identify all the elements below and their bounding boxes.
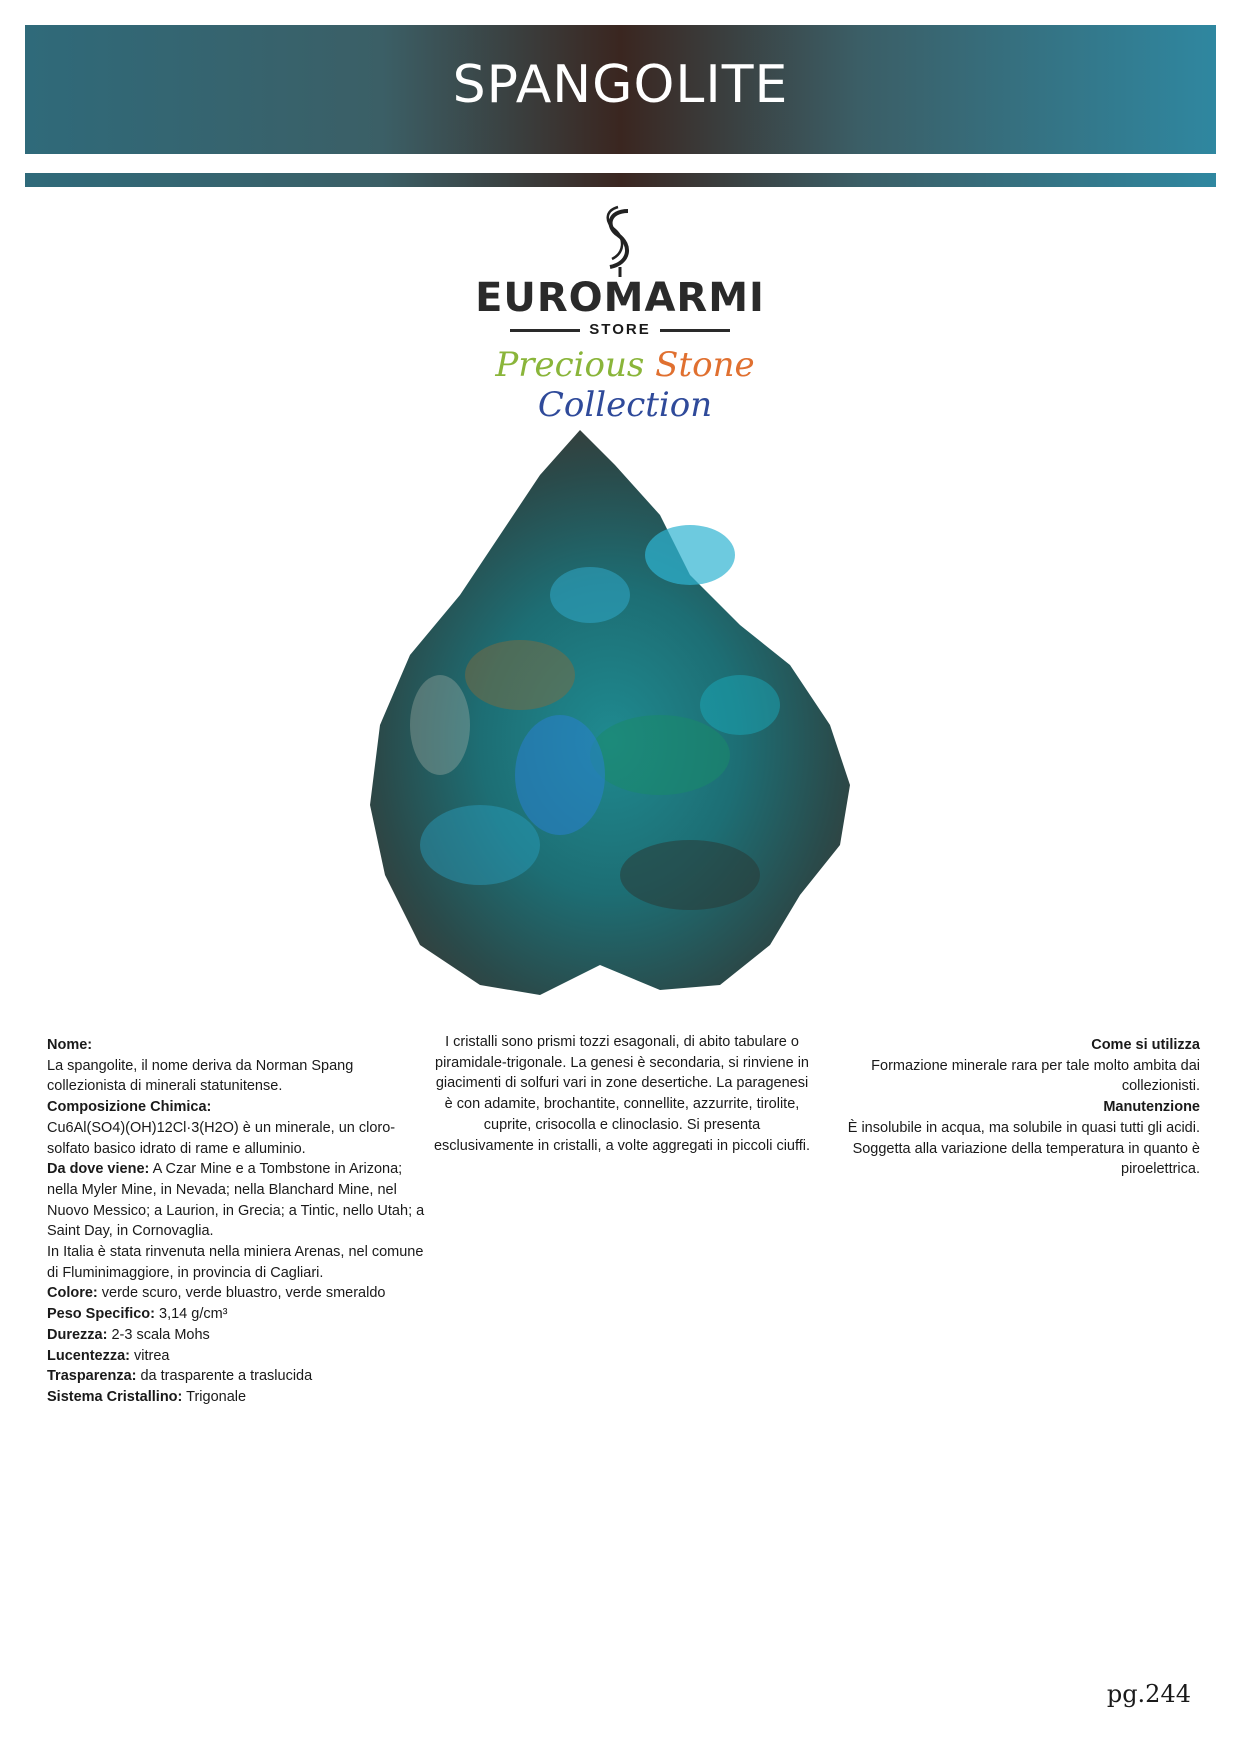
mineral-photo bbox=[360, 425, 890, 1005]
utilizzo-label: Come si utilizza bbox=[1091, 1037, 1200, 1053]
durezza-text: 2-3 scala Mohs bbox=[107, 1326, 210, 1343]
sistema-text: Trigonale bbox=[182, 1388, 247, 1405]
nome-text: La spangolite, il nome deriva da Norman Spang collezionista di minerali statunitense. bbox=[47, 1057, 354, 1095]
details-column-center bbox=[432, 1032, 812, 1156]
composizione-label: Composizione Chimica: bbox=[47, 1099, 212, 1116]
colore-label: Colore: bbox=[47, 1285, 98, 1302]
details-column-left bbox=[47, 1035, 427, 1408]
composizione-text: Cu6Al(SO4)(OH)12Cl·3(H2O) è un minerale, un cloro-solfato basico idrato di rame e alluminio. bbox=[47, 1119, 396, 1157]
sistema-label: Sistema Cristallino: bbox=[47, 1388, 183, 1405]
trasparenza-text: da trasparente a traslucida bbox=[136, 1368, 313, 1385]
peso-text: 3,14 g/cm³ bbox=[154, 1306, 228, 1323]
brand-name: EUROMARMI bbox=[475, 275, 765, 321]
provenienza-label: Da dove viene: bbox=[47, 1161, 150, 1178]
lucentezza-label: Lucentezza: bbox=[47, 1347, 130, 1364]
tagline bbox=[460, 345, 790, 425]
peso-label: Peso Specifico: bbox=[47, 1306, 155, 1323]
provenienza-text: A Czar Mine e a Tombstone in Arizona; nella Myler Mine, in Nevada; nella Blanchard Mine, nel Nuovo Messico; a Laurion, in Grecia; a Tintic, nello Utah; a Saint Day, in Cornovaglia. bbox=[47, 1161, 425, 1240]
page-title: SPANGOLITE bbox=[452, 55, 789, 115]
details-column-right bbox=[820, 1035, 1200, 1180]
header-strip bbox=[25, 173, 1216, 187]
store-label: STORE bbox=[589, 321, 651, 338]
cristalli-text: I cristalli sono prismi tozzi esagonali, di abito tabulare o piramidale-trigonale. La genesi è secondaria, si rinviene in giacimenti di solfuri vari in zone desertiche. La paragenesi è con adamite, brochantite, connellite, azzurrite, tirolite, cuprite, crisocolla e clinoclasio. Si presenta esclusivamente in cristalli, a volte aggregati in piccoli ciuffi. bbox=[433, 1034, 811, 1154]
nome-label: Nome: bbox=[47, 1037, 93, 1053]
tagline-word-3: Collection bbox=[537, 385, 713, 425]
title-banner bbox=[25, 25, 1216, 154]
trasparenza-label: Trasparenza: bbox=[47, 1368, 137, 1385]
logo-s-icon bbox=[600, 205, 640, 277]
lucentezza-text: vitrea bbox=[130, 1347, 170, 1364]
page-number: pg.244 bbox=[1106, 1680, 1191, 1708]
brand-logo bbox=[470, 205, 770, 425]
store-row bbox=[510, 321, 730, 339]
tagline-word-1: Precious bbox=[495, 345, 645, 385]
utilizzo-text: Formazione minerale rara per tale molto ambita dai collezionisti. bbox=[871, 1057, 1200, 1095]
italia-text: In Italia è stata rinvenuta nella miniera Arenas, nel comune di Fluminimaggiore, in provincia di Cagliari. bbox=[47, 1244, 424, 1281]
store-right-rule bbox=[660, 329, 730, 332]
manutenzione-text: È insolubile in acqua, ma solubile in quasi tutti gli acidi. Soggetta alla variazione della temperatura in quanto è piroelettrica. bbox=[847, 1119, 1200, 1178]
manutenzione-label: Manutenzione bbox=[1103, 1099, 1200, 1116]
durezza-label: Durezza: bbox=[47, 1326, 108, 1343]
colore-text: verde scuro, verde bluastro, verde smeraldo bbox=[97, 1285, 386, 1302]
tagline-word-2: Stone bbox=[655, 345, 755, 385]
